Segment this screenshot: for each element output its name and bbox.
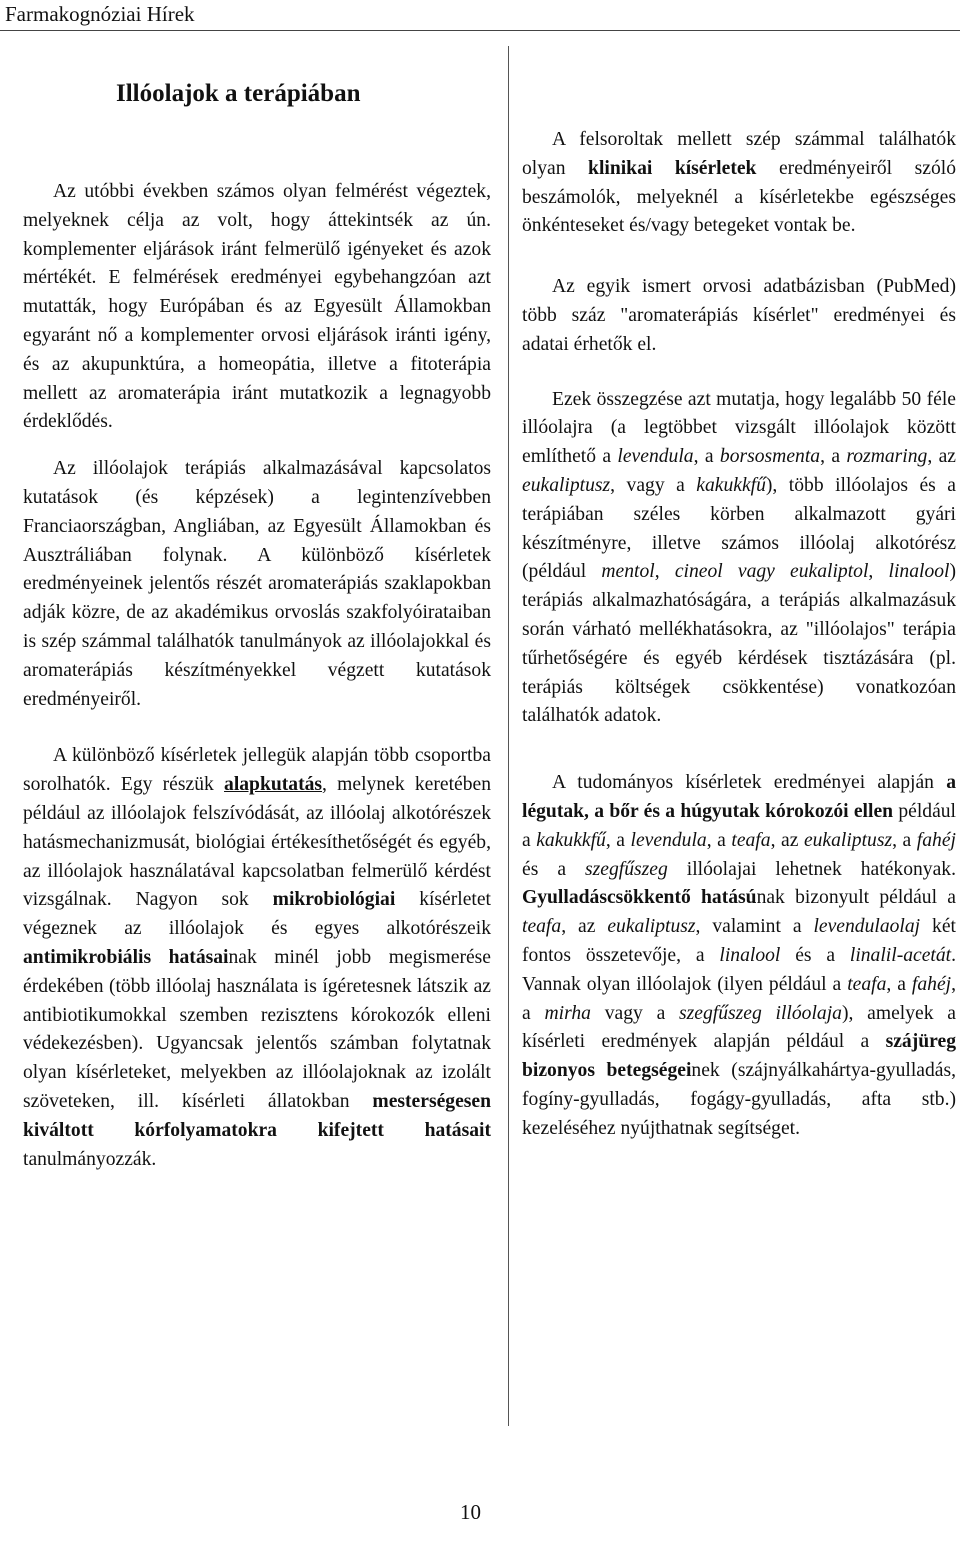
term-szajureg: szájüreg bizonyos betegségei — [522, 1031, 956, 1082]
paragraph-research-countries: Az illóolajok terápiás alkalmazásával kapcsolatos kutatások (és képzések) a legintenzívebben Franciaországban, Angliában, az Egyesült Államokban és Ausztráliában folynak. A különböző kísérletek eredményeinek jelentős részét aromaterápiás szaklapokban adják közre, de az akadémikus orvoslás szakfolyóirataiban is szép számmal találhatók tanulmányok az illóolajokkal és aromaterápiás készítményekkel végzett kutatások eredményeiről. — [23, 458, 491, 710]
term-antimikrobialis: antimikrobiális hatásai — [23, 946, 229, 968]
paragraph-clinical: A felsoroltak mellett szép számmal találhatók olyan klinikai kísérletek eredményeiről szóló beszámolók, melyeknél a kísérletekbe egészséges önkénteseket és/vagy betegeket vontak be. — [522, 129, 956, 237]
term-klinikai: klinikai kísérletek — [588, 157, 757, 179]
term-alapkutatas: alapkutatás — [224, 774, 323, 796]
paragraph-pubmed: Az egyik ismert orvosi adatbázisban (PubMed) több száz "aromaterápiás kísérlet" eredményei és adatai érhetők el. — [522, 276, 956, 355]
paragraph-summary: Ezek összegzése azt mutatja, hogy legalább 50 féle illóolajra (a legtöbbet vizsgált illóolajok között említhető a levendula, a borsosmenta, a rozmaring, az eukaliptusz, vagy a kakukkfű), több illóolajos és a terápiában széles körben alkalmazott gyári készítményre, illetve számos illóolaj alkotórész (például mentol, cineol vagy eukaliptol, linalool) terápiás alkalmazhatóságára, a terápiás alkalmazásuk során várható mellékhatásokra, az "illóolajos" terápia tűrhetőségére és egyéb kérdések tisztázására (pl. terápiás költségek csökkentése) vonatkozóan találhatók adatok. — [522, 388, 957, 727]
journal-header: Farmakognóziai Hírek — [5, 2, 195, 26]
header-divider — [0, 30, 960, 31]
right-column — [522, 126, 956, 1170]
column-divider — [508, 46, 509, 1426]
term-korfolyamatok: mesterségesen kiváltott kórfolyamatokra kifejtett hatásait — [23, 1090, 491, 1141]
paragraph-experiment-types: A különböző kísérletek jellegük alapján több csoportba sorolhatók. Egy részük alapkutatás, melynek keretében például az illóolajok felszívódását, az illóolaj alkotórészek hatásmechanizmusát, biológiai értékesíthetőségét és egyéb, az illóolajok használatával kapcsolatban felmerülő kérdést vizsgálnak. Nagyon sok mikrobiológiai kísérletet végeznek az illóolajok és egyes alkotórészeik antimikrobiális hatásainak minél jobb megismerése érdekében (több illóolaj használata is ígéretesnek látszik az antibiotikumokkal szemben rezisztens kórokozók elleni védekezésben). Ugyancsak jelentős számban folytatnak olyan kísérleteket, melyekben az illóolajoknak az izolált szöveteken, ill. kísérleti állatokban mesterségesen kiváltott kórfolyamatokra kifejtett hatásait tanulmányozzák. — [23, 745, 491, 1170]
page-number: 10 — [460, 1500, 481, 1524]
paragraph-effects: A tudományos kísérletek eredményei alapján a légutak, a bőr és a húgyutak kórokozói ellen például a kakukkfű, a levendula, a teafa, az eukaliptusz, a fahéj és a szegfűszeg illóolajai lehetnek hatékonyak. Gyulladáscsökkentő hatásúnak bizonyult például a teafa, az eukaliptusz, valamint a levendulaolaj két fontos összetevője, a linalool és a linalil-acetát. Vannak olyan illóolajok (ilyen például a teafa, a fahéj, a mirha vagy a szegfűszeg illóolaja), amelyek a kísérleti eredmények alapján például a szájüreg bizonyos betegségeinek (szájnyálkahártya-gyulladás, fogíny-gyulladás, fogágy-gyulladás, afta stb.) kezeléséhez nyújthatnak segítséget. — [522, 772, 957, 1139]
term-legutak: a légutak, a bőr és a húgyutak kórokozói ellen — [522, 772, 956, 822]
term-gyulladascsokkento: Gyulladáscsökkentő hatású — [522, 887, 757, 909]
article-title: Illóolajok a terápiában — [116, 80, 361, 107]
term-mikrobiologiai: mikrobiológiai — [272, 889, 396, 911]
paragraph-intro: Az utóbbi években számos olyan felmérést végeztek, melyeknek célja az volt, hogy áttekintsék az ún. komplementer eljárások iránt felmerülő igényeket és azok mértékét. E felmérések eredményei egybehangzóan azt mutatták, hogy Európában és az Egyesült Államokban egyaránt nő a komplementer orvosi eljárások iránti igény, és az akupunktúra, a homeopátia, illetve a fitoterápia mellett az aromaterápia iránt mutatkozik a legnagyobb érdeklődés. — [23, 181, 491, 433]
left-column — [23, 178, 491, 1202]
